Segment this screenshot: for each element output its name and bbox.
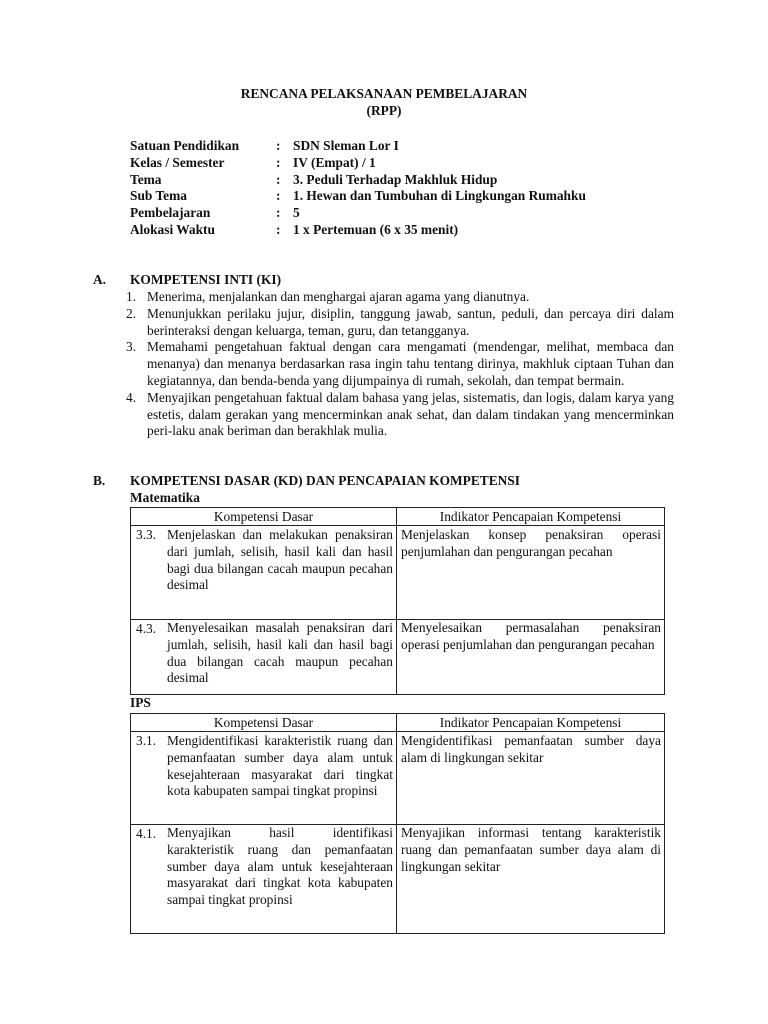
subject-heading-ips: IPS [130, 695, 151, 710]
kd-number: 3.1. [136, 733, 157, 748]
identity-label: Tema [130, 171, 162, 187]
table-row [131, 526, 665, 620]
kd-cell [131, 825, 397, 934]
indicator-cell: Menjelaskan konsep penaksiran operasi penjumlahan dan pengurangan pecahan [397, 526, 665, 620]
identity-value: SDN Sleman Lor I [293, 138, 399, 153]
list-item [126, 289, 674, 306]
matematika-table [130, 507, 665, 695]
list-text: Memahami pengetahuan faktual dengan cara mengamati (mendengar, melihat, membaca dan menanya) dan menanya berdasarkan rasa ingin tahu tentang dirinya, makhluk ciptaan Tuhan dan kegiatannya, dan benda-benda yang dijumpainya di rumah, sekolah, dan tempat bermain. [147, 339, 674, 388]
list-text: Menerima, menjalankan dan menghargai ajaran agama yang dianutnya. [147, 289, 530, 304]
section-letter: A. [93, 272, 107, 287]
identity-row [130, 155, 586, 172]
section-b-heading [93, 473, 520, 490]
identity-separator: : [276, 138, 281, 153]
kd-text: Mengidentifikasi karakteristik ruang dan pemanfaatan sumber daya alam untuk kesejahteraan masyarakat dari tingkat kota kabupaten sampai tingkat propinsi [167, 733, 393, 799]
identity-label: Satuan Pendidikan [130, 138, 240, 153]
list-number: 2. [126, 305, 137, 321]
identity-value: 3. Peduli Terhadap Makhluk Hidup [293, 171, 498, 187]
kd-number: 4.3. [136, 621, 157, 636]
list-number: 4. [126, 389, 137, 405]
identity-row [130, 205, 586, 222]
identity-separator: : [276, 205, 281, 221]
section-letter: B. [93, 473, 106, 488]
table-header-row [131, 508, 665, 526]
list-text: Menunjukkan perilaku jujur, disiplin, tanggung jawab, santun, peduli, dan percaya diri dalam berinteraksi dengan keluarga, teman, guru, dan tetangganya. [147, 305, 674, 338]
table-row [131, 825, 665, 934]
identity-value: IV (Empat) / 1 [293, 154, 376, 170]
identity-row [130, 172, 586, 189]
identity-value: 1. Hewan dan Tumbuhan di Lingkungan Rumahku [293, 188, 586, 204]
document-subtitle: (RPP) [366, 103, 402, 118]
list-text: Menyajikan pengetahuan faktual dalam bahasa yang jelas, sistematis, dan logis, dalam karya yang estetis, dalam gerakan yang mencerminkan anak sehat, dan dalam tindakan yang mencerminkan peri-laku anak beriman dan berakhlak mulia. [147, 389, 674, 439]
identity-label: Pembelajaran [130, 205, 211, 221]
table-header-row [131, 714, 665, 732]
kompetensi-inti-list [126, 289, 674, 440]
kd-number: 3.3. [136, 527, 157, 542]
identity-value: 5 [293, 205, 300, 221]
column-header-kd: Kompetensi Dasar [131, 508, 397, 526]
kd-cell [131, 526, 397, 620]
list-item [126, 390, 674, 440]
kd-text: Menjelaskan dan melakukan penaksiran dari jumlah, selisih, hasil kali dan hasil bagi dua bilangan cacah maupun pecahan desimal [167, 527, 393, 593]
column-header-indicator: Indikator Pencapaian Kompetensi [397, 714, 665, 732]
kd-cell [131, 732, 397, 825]
kd-text: Menyelesaikan masalah penaksiran dari jumlah, selisih, hasil kali dan hasil bagi dua bilangan cacah maupun pecahan desimal [167, 620, 393, 686]
kd-cell [131, 620, 397, 695]
identity-label: Kelas / Semester [130, 154, 225, 170]
identity-row [130, 138, 586, 155]
section-title: KOMPETENSI DASAR (KD) DAN PENCAPAIAN KOMPETENSI [130, 473, 520, 488]
table-row [131, 620, 665, 695]
identity-row [130, 188, 586, 205]
document-title: RENCANA PELAKSANAAN PEMBELAJARAN [240, 86, 528, 101]
subject-heading-matematika: Matematika [130, 490, 200, 505]
identity-separator: : [276, 188, 281, 204]
list-number: 3. [126, 339, 137, 355]
identity-row [130, 222, 586, 239]
list-number: 1. [126, 289, 137, 304]
list-item [126, 339, 674, 389]
indicator-cell: Mengidentifikasi pemanfaatan sumber daya alam di lingkungan sekitar [397, 732, 665, 825]
identity-value: 1 x Pertemuan (6 x 35 menit) [293, 221, 459, 237]
identity-separator: : [276, 221, 281, 237]
kd-number: 4.1. [136, 826, 157, 841]
section-a-heading [93, 272, 281, 289]
identity-table [130, 138, 586, 239]
indicator-cell: Menyajikan informasi tentang karakteristik ruang dan pemanfaatan sumber daya alam di lingkungan sekitar [397, 825, 665, 934]
section-title: KOMPETENSI INTI (KI) [130, 272, 282, 287]
list-item [126, 306, 674, 340]
identity-label: Sub Tema [130, 188, 187, 204]
column-header-indicator: Indikator Pencapaian Kompetensi [397, 508, 665, 526]
column-header-kd: Kompetensi Dasar [131, 714, 397, 732]
identity-separator: : [276, 171, 281, 187]
ips-table [130, 713, 665, 934]
indicator-cell: Menyelesaikan permasalahan penaksiran operasi penjumlahan dan pengurangan pecahan [397, 620, 665, 695]
kd-text: Menyajikan hasil identifikasi karakteristik ruang dan pemanfaatan sumber daya alam untuk kesejahteraan masyarakat dari tingkat kota kabupaten sampai tingkat propinsi [167, 825, 393, 908]
table-row [131, 732, 665, 825]
identity-separator: : [276, 154, 281, 170]
identity-label: Alokasi Waktu [130, 221, 215, 237]
